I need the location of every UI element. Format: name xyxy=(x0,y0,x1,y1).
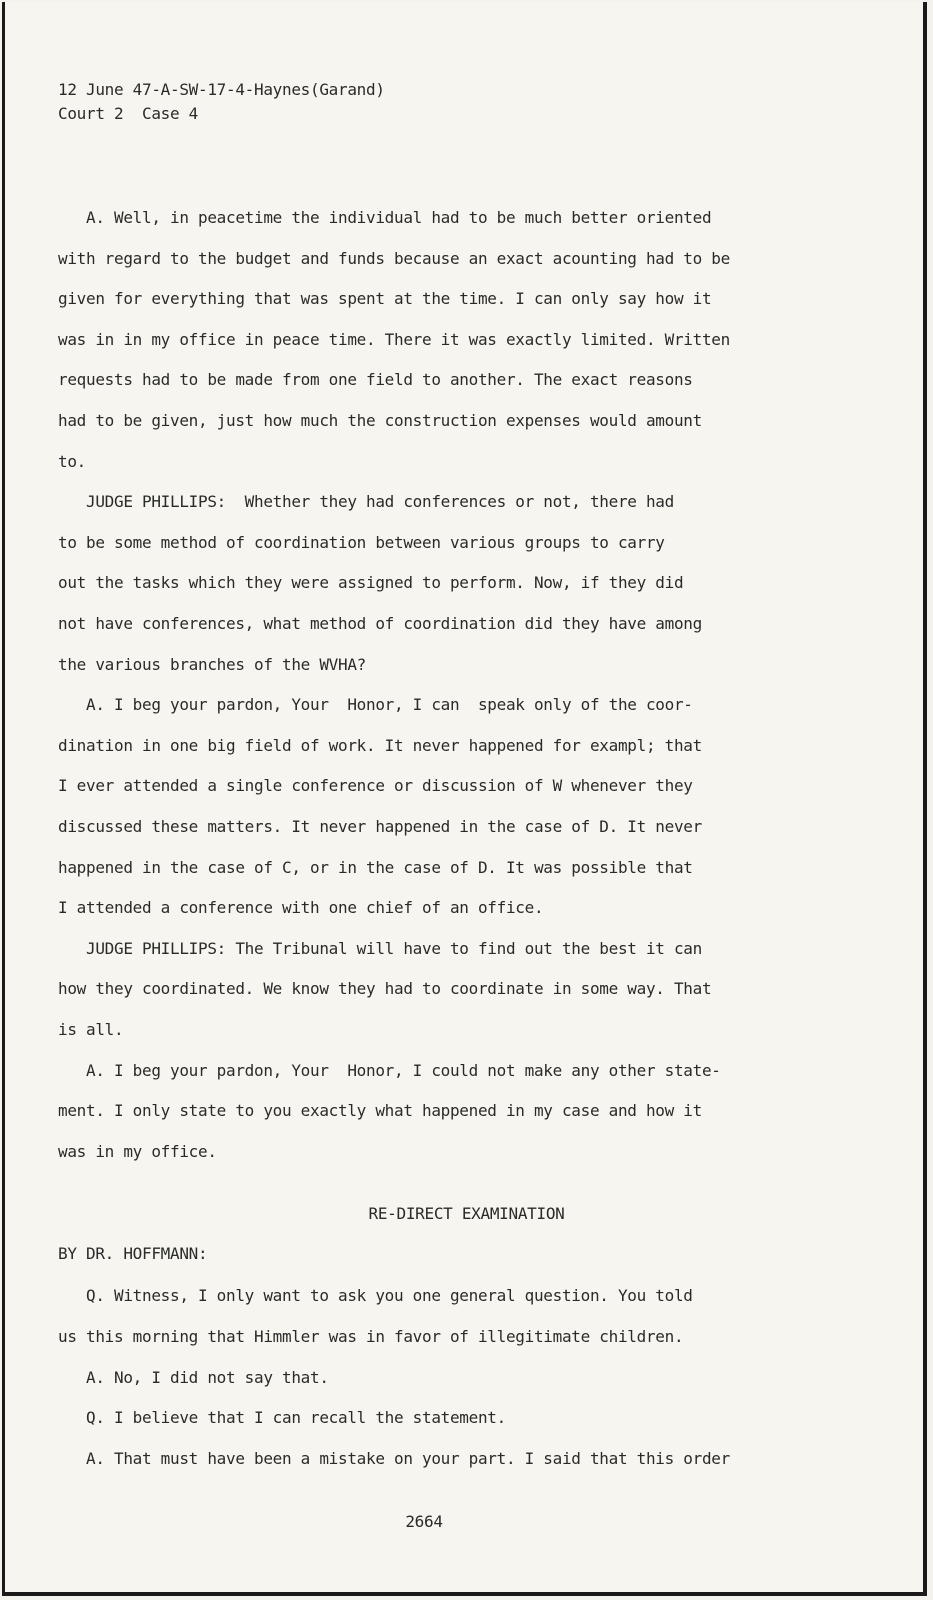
page-number: 2664 xyxy=(405,1512,443,1531)
transcript-line: discussed these matters. It never happened in the case of D. It never xyxy=(58,817,702,836)
transcript-line: ment. I only state to you exactly what happened in my case and how it xyxy=(58,1101,702,1121)
transcript-line: how they coordinated. We know they had to coordinate in some way. That xyxy=(58,979,712,999)
transcript-line: Q. Witness, I only want to ask you one general question. You told xyxy=(58,1286,693,1305)
header-case-reference: 12 June 47-A-SW-17-4-Haynes(Garand) xyxy=(58,80,385,99)
transcript-line: us this morning that Himmler was in favor of illegitimate children. xyxy=(58,1326,684,1346)
transcript-line: was in my office. xyxy=(58,1141,217,1161)
transcript-line: A. I beg your pardon, Your Honor, I can speak only of the coor- xyxy=(58,695,693,715)
transcript-line: with regard to the budget and funds because an exact acounting had to be xyxy=(58,248,730,268)
section-heading: RE-DIRECT EXAMINATION xyxy=(368,1204,565,1223)
transcript-line: I ever attended a single conference or discussion of W whenever they xyxy=(58,776,693,796)
transcript-line: dination in one big field of work. It never happened for exampl; that xyxy=(58,735,702,755)
transcript-line: I attended a conference with one chief of an office. xyxy=(58,898,544,918)
examiner-line: BY DR. HOFFMANN: xyxy=(58,1244,208,1263)
transcript-line: out the tasks which they were assigned to perform. Now, if they did xyxy=(58,573,684,593)
document-page xyxy=(2,2,927,1596)
transcript-line: A. I beg your pardon, Your Honor, I could not make any other state- xyxy=(58,1060,721,1080)
transcript-line: had to be given, just how much the construction expenses would amount xyxy=(58,411,702,430)
transcript-line: to be some method of coordination between various groups to carry xyxy=(58,532,665,552)
transcript-line: to. xyxy=(58,451,86,471)
transcript-line: not have conferences, what method of coordination did they have among xyxy=(58,614,702,633)
transcript-line: Q. I believe that I can recall the statement. xyxy=(58,1408,506,1428)
transcript-line: was in in my office in peace time. There it was exactly limited. Written xyxy=(58,329,730,349)
transcript-line: A. Well, in peacetime the individual had to be much better oriented xyxy=(58,208,712,227)
transcript-line: JUDGE PHILLIPS: The Tribunal will have to find out the best it can xyxy=(58,938,702,958)
transcript-line: JUDGE PHILLIPS: Whether they had conferences or not, there had xyxy=(58,492,674,512)
transcript-line: given for everything that was spent at the time. I can only say how it xyxy=(58,289,712,309)
transcript-line: A. No, I did not say that. xyxy=(58,1367,329,1387)
transcript-line: A. That must have been a mistake on your part. I said that this order xyxy=(58,1449,730,1469)
transcript-line: happened in the case of C, or in the case of D. It was possible that xyxy=(58,857,693,877)
header-court-case: Court 2 Case 4 xyxy=(58,104,198,123)
transcript-line: the various branches of the WVHA? xyxy=(58,654,366,674)
transcript-line: is all. xyxy=(58,1020,124,1039)
transcript-line: requests had to be made from one field to another. The exact reasons xyxy=(58,370,693,390)
